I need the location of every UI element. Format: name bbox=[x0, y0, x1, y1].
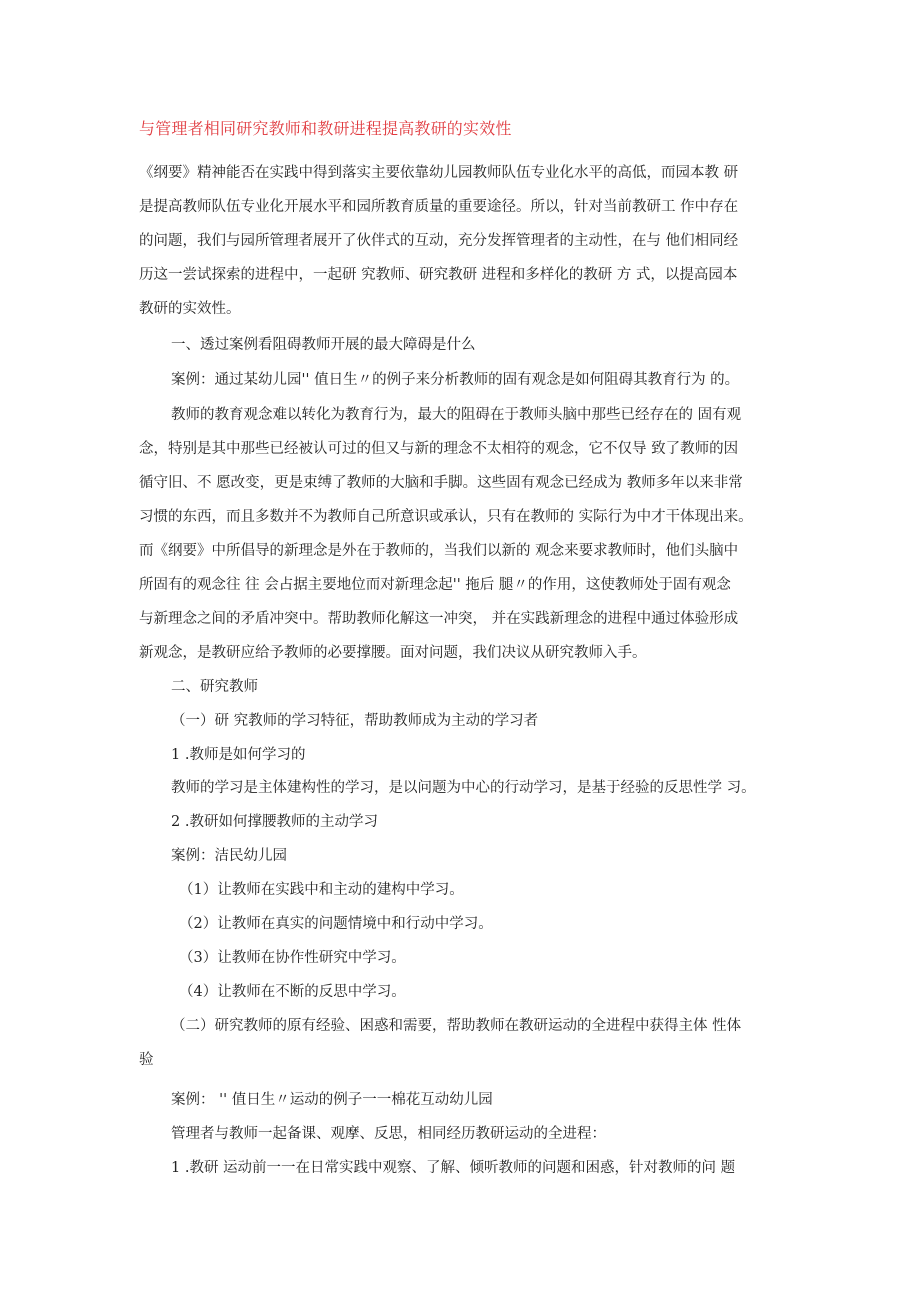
paragraph-line: 所固有的观念往 往 会占据主要地位而对新理念起'' 拖后 腿〃的作用，这使教师处于固有观念 bbox=[139, 577, 731, 593]
paragraph-line: 新观念，是教研应给予教师的必要撑腰。面对问题，我们决议从研究教师入手。 bbox=[139, 645, 647, 661]
list-item: （3）让教师在协作性研究中学习。 bbox=[179, 950, 406, 966]
section-heading: 一、透过案例看阻碍教师开展的最大障碍是什么 bbox=[171, 337, 476, 353]
numbered-heading: 1 .教研 运动前一一在日常实践中观察、了解、倾听教师的问题和困惑，针对教师的问 题 bbox=[171, 1160, 736, 1176]
subsection-heading: （一）研 究教师的学习特征，帮助教师成为主动的学习者 bbox=[171, 713, 539, 729]
list-item: （2）让教师在真实的问题情境中和行动中学习。 bbox=[179, 916, 493, 932]
paragraph-line: 的问题，我们与园所管理者展开了伙伴式的互动，充分发挥管理者的主动性，在与 他们相同经 bbox=[139, 233, 739, 249]
numbered-heading: 1 .教师是如何学习的 bbox=[171, 747, 306, 763]
paragraph-line: 而《纲要》中所倡导的新理念是外在于教师的，当我们以新的 观念来要求教师时，他们头脑中 bbox=[139, 543, 739, 559]
paragraph-line: 教研的实效性。 bbox=[139, 301, 241, 317]
paragraph-line: 是提高教师队伍专业化开展水平和园所教育质量的重要途径。所以，针对当前教研工 作中存在 bbox=[139, 199, 739, 215]
paragraph-line: 案例：洁民幼儿园 bbox=[171, 848, 287, 864]
paragraph-line: 管理者与教师一起备课、观摩、反思，相同经历教研运动的全进程： bbox=[171, 1126, 606, 1142]
paragraph-line: 《纲要》精神能否在实践中得到落实主要依靠幼儿园教师队伍专业化水平的高低，而园本教 研 bbox=[139, 165, 739, 181]
paragraph-line: 与新理念之间的矛盾冲突中。帮助教师化解这一冲突， 并在实践新理念的进程中通过体验形成 bbox=[139, 611, 739, 627]
subsection-heading: （二）研究教师的原有经验、困惑和需要，帮助教师在教研运动的全进程中获得主体 性体 bbox=[171, 1018, 742, 1034]
numbered-heading: 2 .教研如何撑腰教师的主动学习 bbox=[171, 814, 378, 830]
paragraph-line: 念，特别是其中那些已经被认可过的但又与新的理念不太相符的观念，它不仅导 致了教师的因 bbox=[139, 441, 739, 457]
paragraph-line: 验 bbox=[139, 1052, 154, 1068]
list-item: （1）让教师在实践中和主动的建构中学习。 bbox=[179, 882, 464, 898]
paragraph-line: 案例： '' 值日生〃运动的例子一一棉花互动幼儿园 bbox=[171, 1092, 493, 1108]
paragraph-line: 案例：通过某幼儿园'' 值日生〃的例子来分析教师的固有观念是如何阻碍其教育行为 的。 bbox=[171, 372, 740, 388]
paragraph-line: 循守旧、不 愿改变，更是束缚了教师的大脑和手脚。这些固有观念已经成为 教师多年以来非常 bbox=[139, 475, 743, 491]
paragraph-line: 习惯的东西，而且多数并不为教师自己所意识或承认，只有在教师的 实际行为中才干体现出来。 bbox=[139, 509, 753, 525]
paragraph-line: 教师的教育观念难以转化为教育行为，最大的阻碍在于教师头脑中那些已经存在的 固有观 bbox=[171, 407, 742, 423]
section-heading: 二、研究教师 bbox=[171, 679, 258, 695]
paragraph-line: 历这一尝试探索的进程中，一起研 究教师、研究教研 进程和多样化的教研 方 式，以提高园本 bbox=[139, 267, 738, 283]
paragraph-line: 教师的学习是主体建构性的学习，是以问题为中心的行动学习，是基于经验的反思性学 习。 bbox=[171, 780, 756, 796]
document-title: 与管理者相同研究教师和教研进程提高教研的实效性 bbox=[139, 119, 512, 138]
list-item: （4）让教师在不断的反思中学习。 bbox=[179, 984, 406, 1000]
